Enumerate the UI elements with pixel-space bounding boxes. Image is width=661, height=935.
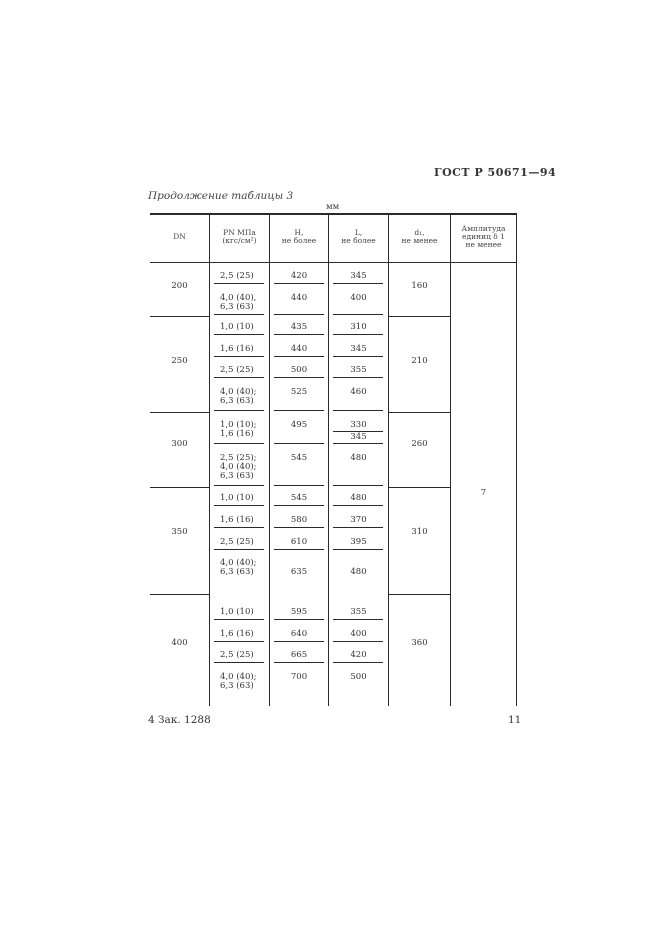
standard-code: ГОСТ Р 50671—94	[434, 166, 557, 179]
table-unit: мм	[326, 202, 340, 212]
l-value: 330	[350, 420, 367, 430]
pn-value: 1,0 (10)	[220, 493, 254, 503]
l-value: 480	[350, 453, 367, 463]
pn-value: 1,0 (10)	[220, 322, 254, 332]
l-value: 480	[350, 493, 367, 503]
pn-value: 2,5 (25)	[220, 365, 254, 375]
pn-value: 2,5 (25); 4,0 (40); 6,3 (63)	[220, 453, 257, 481]
h-value: 435	[290, 322, 308, 332]
h-value: 580	[290, 515, 308, 525]
col-header-pn: PN МПа (кгс/см²)	[222, 228, 257, 245]
l-value: 370	[350, 515, 367, 525]
h-value: 610	[290, 537, 308, 547]
l-value: 500	[350, 672, 367, 682]
l-value: 345	[350, 271, 367, 281]
l-value: 460	[350, 387, 367, 397]
l-value: 355	[350, 607, 367, 617]
dn-value: 200	[171, 281, 188, 291]
pn-value: 1,0 (10)	[220, 607, 254, 617]
h-value: 545	[290, 493, 308, 503]
pn-value: 4,0 (40), 6,3 (63)	[220, 293, 257, 312]
l-value: 480	[350, 567, 367, 577]
h-value: 500	[290, 365, 308, 375]
l-value: 400	[350, 293, 367, 303]
d1-value: 210	[411, 356, 428, 366]
h-value: 525	[290, 387, 308, 397]
pn-value: 2,5 (25)	[220, 537, 254, 547]
dn-value: 400	[171, 638, 188, 648]
col-header-l: L, не более	[341, 228, 376, 245]
dn-value: 350	[171, 527, 188, 537]
h-value: 640	[290, 629, 308, 639]
dn-value: 250	[171, 356, 188, 366]
pn-value: 1,6 (16)	[220, 344, 254, 354]
pn-value: 4,0 (40); 6,3 (63)	[220, 387, 257, 406]
pn-value: 2,5 (25)	[220, 271, 254, 281]
d1-value: 310	[411, 527, 428, 537]
l-value: 310	[350, 322, 367, 332]
page-number: 11	[508, 714, 522, 726]
d1-value: 360	[411, 638, 428, 648]
table-continuation-label: Продолжение таблицы 3	[148, 190, 294, 202]
l-value: 345	[350, 432, 367, 442]
h-value: 440	[290, 344, 308, 354]
col-header-amplitude: Амплитуда единиц δ 1 не менее	[461, 224, 506, 249]
h-value: 595	[290, 607, 308, 617]
h-value: 545	[290, 453, 308, 463]
order-number: 4 Зак. 1288	[148, 714, 211, 726]
dn-value: 300	[171, 439, 188, 449]
l-value: 355	[350, 365, 367, 375]
h-value: 665	[290, 650, 308, 660]
col-header-d1: d₁, не менее	[401, 228, 438, 245]
pn-value: 2,5 (25)	[220, 650, 254, 660]
h-value: 495	[290, 420, 308, 430]
l-value: 400	[350, 629, 367, 639]
col-header-dn: DN	[173, 232, 186, 241]
d1-value: 160	[411, 281, 428, 291]
pn-value: 1,6 (16)	[220, 629, 254, 639]
l-value: 395	[350, 537, 367, 547]
h-value: 700	[290, 672, 308, 682]
h-value: 635	[290, 567, 308, 577]
l-value: 420	[350, 650, 367, 660]
pn-value: 1,6 (16)	[220, 515, 254, 525]
col-header-h: H, не более	[281, 228, 317, 245]
pn-value: 4,0 (40); 6,3 (63)	[220, 558, 257, 577]
l-value: 345	[350, 344, 367, 354]
h-value: 420	[290, 271, 308, 281]
d1-value: 260	[411, 439, 428, 449]
h-value: 440	[290, 293, 308, 303]
pn-value: 4,0 (40); 6,3 (63)	[220, 672, 257, 691]
amplitude-value: 7	[480, 488, 487, 498]
pn-value: 1,0 (10); 1,6 (16)	[220, 420, 257, 439]
